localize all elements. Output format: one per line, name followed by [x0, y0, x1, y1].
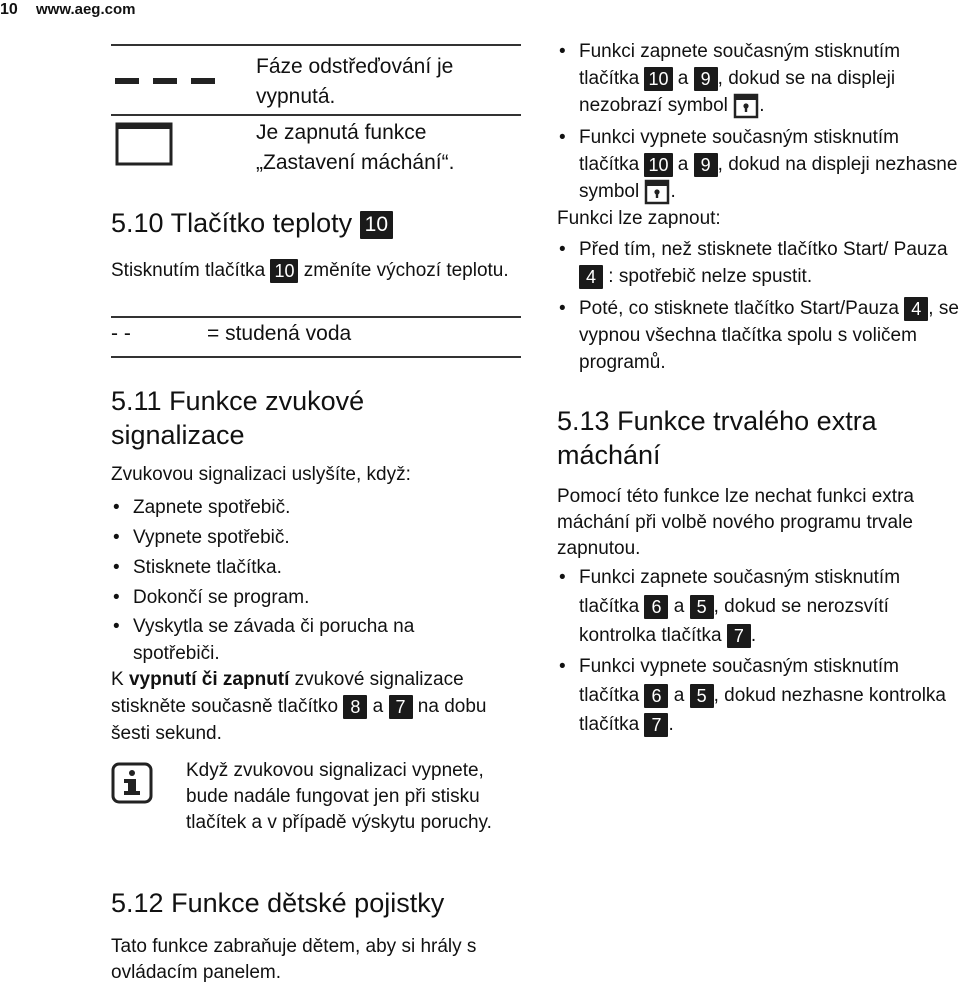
website-url[interactable]: www.aeg.com — [36, 1, 136, 18]
button-badge-6: 6 — [644, 684, 668, 708]
section-5-12-text: Tato funkce zabraňuje dětem, aby si hrály s ovládacím panelem. — [111, 936, 477, 983]
section-5-10-heading — [111, 206, 393, 240]
info-icon — [111, 762, 153, 804]
text: a — [372, 696, 384, 717]
button-badge-7: 7 — [644, 713, 668, 737]
button-badge-10: 10 — [644, 67, 672, 91]
section-title: Funkce trvalého extra — [617, 406, 877, 436]
text: a — [673, 685, 685, 706]
text: zvukové signalizace stiskněte současně tlačítko — [111, 669, 464, 717]
list-item — [557, 563, 960, 650]
extra-rinse-bullets — [557, 563, 960, 739]
button-badge-9: 9 — [694, 67, 718, 91]
text: Poté, co stisknete tlačítko Start/Pauza — [579, 298, 899, 319]
child-lock-icon — [733, 93, 759, 119]
text: Před tím, než stisknete tlačítko Start/ Pauza — [579, 239, 948, 260]
text: a — [677, 154, 689, 175]
text: . — [759, 95, 765, 116]
section-number: 5.11 — [111, 386, 162, 416]
text: , dokud se na displeji nezobrazí symbol — [579, 68, 896, 116]
section-5-11-intro: Zvukovou signalizaci uslyšíte, když: — [111, 464, 411, 485]
text: a — [673, 596, 685, 617]
list-item — [557, 652, 960, 739]
page-number: 10 — [0, 1, 18, 18]
text: . — [670, 181, 676, 202]
button-badge-5: 5 — [690, 684, 714, 708]
list-item: • Dokončí se program. — [111, 583, 491, 613]
section-title: signalizace — [111, 420, 245, 450]
text: změníte výchozí teplotu. — [303, 260, 509, 281]
list-item: • Stisknete tlačítka. — [111, 553, 491, 583]
section-5-12-heading — [111, 886, 444, 920]
section-title: máchání — [557, 440, 661, 470]
list-item — [557, 295, 960, 376]
button-badge-10: 10 — [644, 153, 672, 177]
button-badge-7: 7 — [389, 695, 413, 719]
text: Funkci vypnete současným stisknutím tlačítka — [579, 127, 899, 175]
list-item — [557, 236, 960, 290]
cold-water-row — [111, 316, 521, 358]
text: , dokud nezhasne kontrolka tlačítka — [579, 685, 947, 735]
temperature-button-10: 10 — [360, 211, 393, 239]
section-number: 5.12 — [111, 888, 164, 918]
section-title: Funkce dětské pojistky — [171, 888, 445, 918]
list-item: • Zapnete spotřebič. — [111, 493, 491, 523]
text: Funkci vypnete současným stisknutím tlačítka — [579, 656, 899, 706]
text: , dokud se nerozsvítí kontrolka tlačítka — [579, 596, 889, 646]
button-badge-10: 10 — [270, 259, 298, 283]
section-5-11-heading — [111, 384, 364, 452]
text: : spotřebič nelze spustit. — [608, 266, 813, 287]
button-badge-4: 4 — [579, 265, 603, 289]
list-item: • Vypnete spotřebič. — [111, 523, 491, 553]
symbol-row-text: Fáze odstřeďování je vypnutá. — [256, 55, 454, 108]
text: Funkci zapnete současným stisknutím tlačítka — [579, 567, 901, 617]
text: , dokud na displeji nezhasne symbol — [579, 154, 958, 202]
cold-symbol: - - — [111, 322, 131, 345]
enable-heading: Funkci lze zapnout: — [557, 208, 721, 229]
section-5-13-intro: Pomocí této funkce lze nechat funkci extra máchání při volbě nového programu trvale zapnutou. — [557, 486, 914, 559]
text: K — [111, 669, 129, 690]
section-title: Funkce zvukové — [169, 386, 365, 416]
section-number: 5.13 — [557, 406, 610, 436]
text: . — [668, 714, 674, 735]
section-number: 5.10 — [111, 208, 164, 238]
enable-bullets — [557, 236, 960, 376]
rinse-hold-display-icon — [115, 122, 173, 166]
text: a — [677, 68, 689, 89]
text: na dobu šesti sekund. — [111, 696, 487, 744]
button-badge-7: 7 — [727, 624, 751, 648]
list-item: • Vyskytla se závada či porucha na spotřebiči. — [111, 613, 491, 667]
button-badge-6: 6 — [644, 595, 668, 619]
child-lock-bullets — [557, 38, 960, 205]
button-badge-9: 9 — [694, 153, 718, 177]
sound-bullets — [111, 493, 491, 667]
text: , se vypnou všechna tlačítka spolu s voličem programů. — [579, 298, 959, 373]
button-badge-5: 5 — [690, 595, 714, 619]
text: . — [750, 625, 757, 646]
list-item — [557, 124, 960, 205]
symbol-row-spin-off — [111, 44, 521, 116]
section-5-13-heading — [557, 404, 877, 472]
list-item — [557, 38, 960, 119]
cold-text: = studená voda — [207, 322, 352, 345]
section-5-10-text — [111, 258, 521, 284]
button-badge-8: 8 — [343, 695, 367, 719]
symbol-row-text: Je zapnutá funkce „Zastavení máchání“. — [256, 121, 455, 174]
symbol-row-rinse-hold — [111, 114, 521, 180]
section-title: Tlačítko teploty — [170, 208, 353, 238]
bold-text: vypnutí či zapnutí — [128, 669, 290, 690]
info-note: Když zvukovou signalizaci vypnete, bude nadále fungovat jen při stisku tlačítek a v případě výskytu poruchy. — [186, 760, 492, 833]
child-lock-icon — [644, 179, 670, 205]
button-badge-4: 4 — [904, 297, 928, 321]
text: Stisknutím tlačítka — [111, 260, 266, 281]
dashes-display-icon — [115, 78, 215, 88]
text: Funkci zapnete současným stisknutím tlačítka — [579, 41, 901, 89]
section-5-11-instruction — [111, 666, 521, 747]
